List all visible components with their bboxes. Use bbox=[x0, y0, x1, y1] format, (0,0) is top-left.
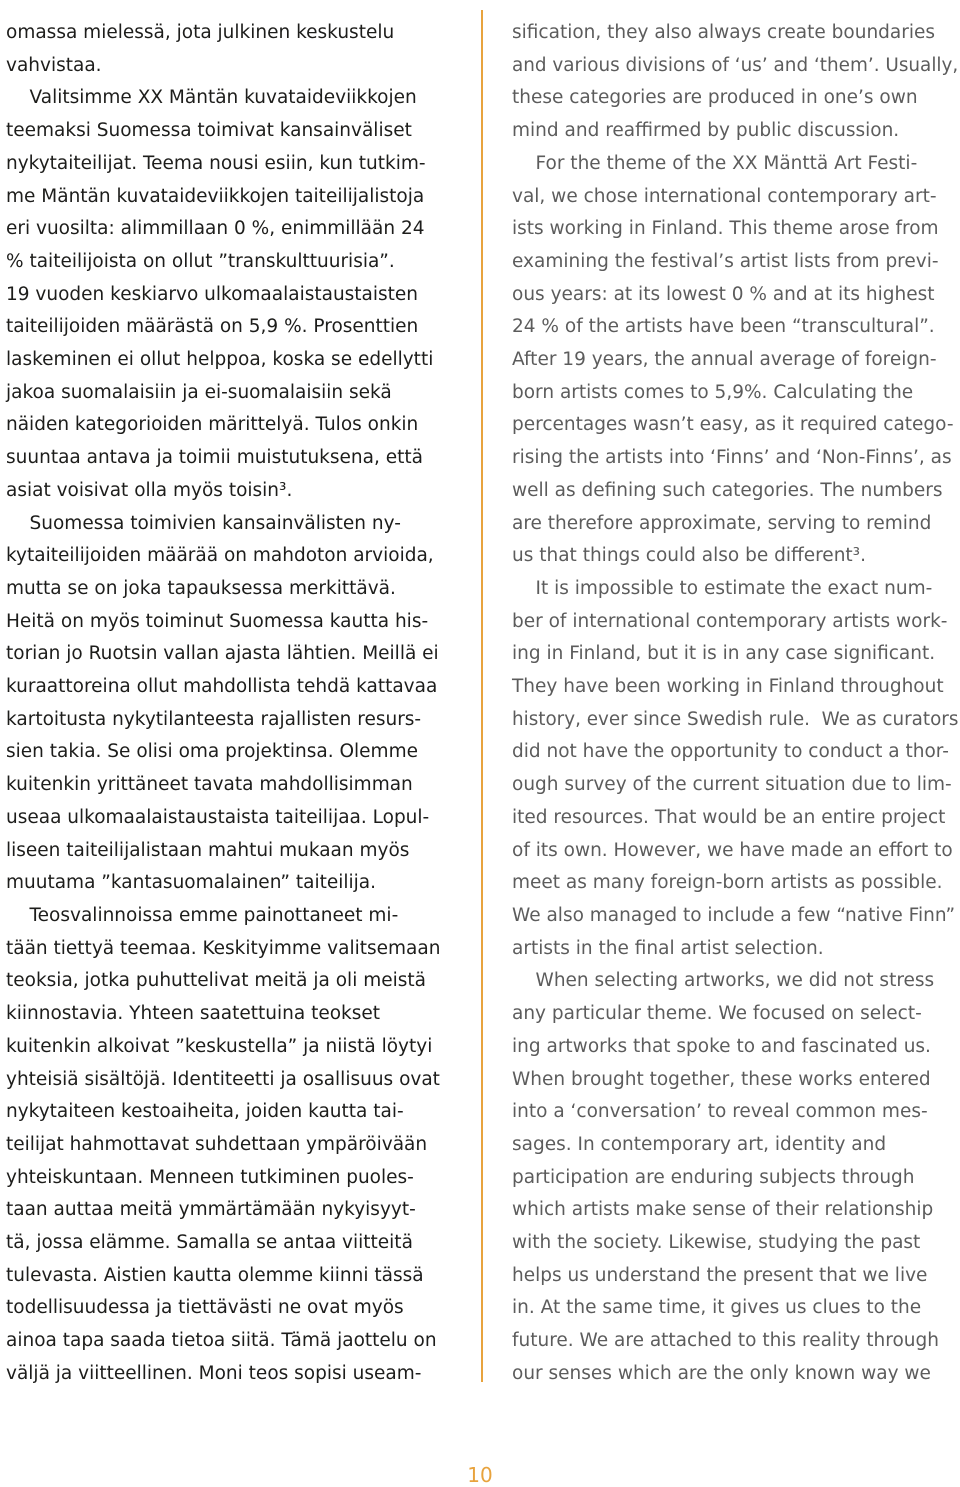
text-line-en: participation are enduring subjects through bbox=[512, 1166, 915, 1188]
text-line-fi: laskeminen ei ollut helppoa, koska se edellytti bbox=[6, 349, 434, 371]
text-line-fi: kuitenkin yrittäneet tavata mahdollisimman bbox=[6, 774, 413, 796]
text-line-en: and various divisions of ‘us’ and ‘them’. Usually, bbox=[512, 54, 959, 76]
text-line-en: well as defining such categories. The numbers bbox=[512, 479, 943, 501]
text-line-en: val, we chose international contemporary art- bbox=[512, 185, 937, 207]
text-line-en: did not have the opportunity to conduct a thor- bbox=[512, 741, 949, 763]
text-line-fi: torian jo Ruotsin vallan ajasta lähtien. Meillä ei bbox=[6, 643, 439, 665]
text-line-en: of its own. However, we have made an effort to bbox=[512, 839, 953, 861]
text-line-fi: useaa ulkomaalaistaustaista taiteilijaa. Lopul- bbox=[6, 806, 430, 828]
text-line-fi: nykytaiteen kestoaiheita, joiden kautta tai- bbox=[6, 1101, 404, 1123]
text-line-fi: sien takia. Se olisi oma projektinsa. Olemme bbox=[6, 741, 418, 763]
text-line-fi: Teosvalinnoissa emme painottaneet mi- bbox=[6, 904, 399, 926]
text-line-fi: liseen taiteilijalistaan mahtui mukaan myös bbox=[6, 839, 410, 861]
text-line-en: artists in the final artist selection. bbox=[512, 937, 824, 959]
text-line-fi: teemaksi Suomessa toimivat kansainväliset bbox=[6, 120, 412, 142]
text-line-en: ber of international contemporary artists work- bbox=[512, 610, 948, 632]
text-line-fi: omassa mielessä, jota julkinen keskustelu bbox=[6, 22, 395, 43]
text-line-en: any particular theme. We focused on select- bbox=[512, 1003, 922, 1025]
text-line-en: ited resources. That would be an entire project bbox=[512, 806, 946, 828]
text-line-fi: Valitsimme XX Mäntän kuvataideviikkojen bbox=[6, 87, 417, 109]
text-line-fi: 19 vuoden keskiarvo ulkomaalaistaustaisten bbox=[6, 283, 419, 305]
text-line-en: It is impossible to estimate the exact num- bbox=[512, 577, 933, 599]
text-line-en: They have been working in Finland throughout bbox=[512, 676, 944, 698]
text-line-en: ough survey of the current situation due to lim- bbox=[512, 774, 952, 796]
text-line-fi: todellisuudessa ja tiettävästi ne ovat myös bbox=[6, 1297, 404, 1319]
text-line-en: sification, they also always create boundaries bbox=[512, 22, 936, 43]
text-line-en: When brought together, these works entered bbox=[512, 1068, 931, 1090]
text-line-en: which artists make sense of their relationship bbox=[512, 1199, 934, 1221]
text-line-en: rising the artists into ‘Finns’ and ‘Non-Finns’, as bbox=[512, 447, 952, 469]
text-line-en: mind and reaffirmed by public discussion. bbox=[512, 120, 900, 142]
text-line-fi: Heitä on myös toiminut Suomessa kautta his- bbox=[6, 610, 429, 632]
text-line-en: ing in Finland, but it is in any case significant. bbox=[512, 643, 936, 665]
text-line-en: percentages wasn’t easy, as it required catego- bbox=[512, 414, 954, 436]
text-line-en: ing artworks that spoke to and fascinated us. bbox=[512, 1035, 931, 1057]
text-line-fi: kartoitusta nykytilanteesta rajallisten resurs- bbox=[6, 708, 422, 730]
text-line-fi: suuntaa antava ja toimii muistutuksena, että bbox=[6, 447, 423, 469]
text-line-fi: teilijat hahmottavat suhdettaan ympäröivään bbox=[6, 1133, 428, 1155]
text-line-fi: yhteisiä sisältöjä. Identiteetti ja osallisuus ovat bbox=[6, 1068, 440, 1090]
text-line-en: us that things could also be different³. bbox=[512, 545, 866, 567]
text-line-en: born artists comes to 5,9%. Calculating the bbox=[512, 381, 914, 403]
text-line-en: ists working in Finland. This theme arose from bbox=[512, 218, 939, 240]
text-line-en: examining the festival’s artist lists from previ- bbox=[512, 250, 939, 272]
text-line-fi: asiat voisivat olla myös toisin³. bbox=[6, 479, 293, 501]
text-line-fi: tulevasta. Aistien kautta olemme kiinni tässä bbox=[6, 1264, 424, 1286]
text-line-fi: jakoa suomalaisiin ja ei-suomalaisiin sekä bbox=[6, 381, 392, 403]
text-line-en: future. We are attached to this reality through bbox=[512, 1330, 939, 1352]
text-line-en: in. At the same time, it gives us clues to the bbox=[512, 1297, 922, 1319]
text-line-fi: kuraattoreina ollut mahdollista tehdä kattavaa bbox=[6, 676, 438, 698]
text-line-en: are therefore approximate, serving to remind bbox=[512, 512, 932, 534]
text-line-fi: yhteiskuntaan. Menneen tutkiminen puoles- bbox=[6, 1166, 414, 1188]
text-line-en: history, ever since Swedish rule. We as curators bbox=[512, 708, 959, 730]
text-line-fi: nykytaiteilijat. Teema nousi esiin, kun tutkim- bbox=[6, 152, 426, 174]
text-line-fi: Suomessa toimivien kansainvälisten ny- bbox=[6, 512, 401, 534]
text-line-fi: tä, jossa elämme. Samalla se antaa viitteitä bbox=[6, 1232, 413, 1254]
text-line-en: ous years: at its lowest 0 % and at its highest bbox=[512, 283, 935, 305]
text-line-en: helps us understand the present that we live bbox=[512, 1264, 928, 1286]
text-line-fi: kiinnostavia. Yhteen saatettuina teokset bbox=[6, 1003, 381, 1025]
text-line-fi: kuitenkin alkoivat ”keskustella” ja niistä löytyi bbox=[6, 1035, 433, 1057]
text-line-fi: teoksia, jotka puhuttelivat meitä ja oli meistä bbox=[6, 970, 426, 992]
text-line-fi: taan auttaa meitä ymmärtämään nykyisyyt- bbox=[6, 1199, 416, 1221]
text-line-fi: väljä ja viitteellinen. Moni teos sopisi useam- bbox=[6, 1362, 422, 1384]
text-line-en: meet as many foreign-born artists as possible. bbox=[512, 872, 943, 894]
text-line-en: 24 % of the artists have been “transcultural”. bbox=[512, 316, 935, 338]
text-line-en: For the theme of the XX Mänttä Art Festi- bbox=[512, 152, 918, 174]
text-line-en: with the society. Likewise, studying the past bbox=[512, 1232, 921, 1254]
text-line-en: We also managed to include a few “native Finn” bbox=[512, 904, 956, 926]
text-line-fi: muutama ”kantasuomalainen” taiteilija. bbox=[6, 872, 377, 894]
text-line-fi: me Mäntän kuvataideviikkojen taiteilijalistoja bbox=[6, 185, 425, 207]
text-line-fi: mutta se on joka tapauksessa merkittävä. bbox=[6, 577, 396, 599]
column-divider bbox=[481, 10, 483, 1382]
text-line-fi: % taiteilijoista on ollut ”transkulttuurisia”. bbox=[6, 250, 395, 272]
page-number: 10 bbox=[467, 1463, 493, 1487]
text-line-en: When selecting artworks, we did not stress bbox=[512, 970, 935, 992]
text-line-en: After 19 years, the annual average of foreign- bbox=[512, 349, 937, 371]
english-text-column bbox=[512, 17, 958, 1391]
text-line-en: sages. In contemporary art, identity and bbox=[512, 1133, 887, 1155]
text-line-fi: vahvistaa. bbox=[6, 54, 102, 76]
text-line-en: into a ‘conversation’ to reveal common mes- bbox=[512, 1101, 928, 1123]
text-line-en: our senses which are the only known way we bbox=[512, 1362, 931, 1384]
text-line-fi: eri vuosilta: alimmillaan 0 %, enimmillään 24 bbox=[6, 218, 425, 240]
text-line-fi: ainoa tapa saada tietoa siitä. Tämä jaottelu on bbox=[6, 1330, 437, 1352]
text-line-fi: taiteilijoiden määrästä on 5,9 %. Prosenttien bbox=[6, 316, 419, 338]
text-line-en: these categories are produced in one’s own bbox=[512, 87, 918, 109]
text-line-fi: näiden kategorioiden märittelyä. Tulos onkin bbox=[6, 414, 419, 436]
text-line-fi: kytaiteilijoiden määrää on mahdoton arvioida, bbox=[6, 545, 434, 567]
text-line-fi: tään tiettyä teemaa. Keskityimme valitsemaan bbox=[6, 937, 441, 959]
finnish-text-column bbox=[6, 17, 466, 1391]
